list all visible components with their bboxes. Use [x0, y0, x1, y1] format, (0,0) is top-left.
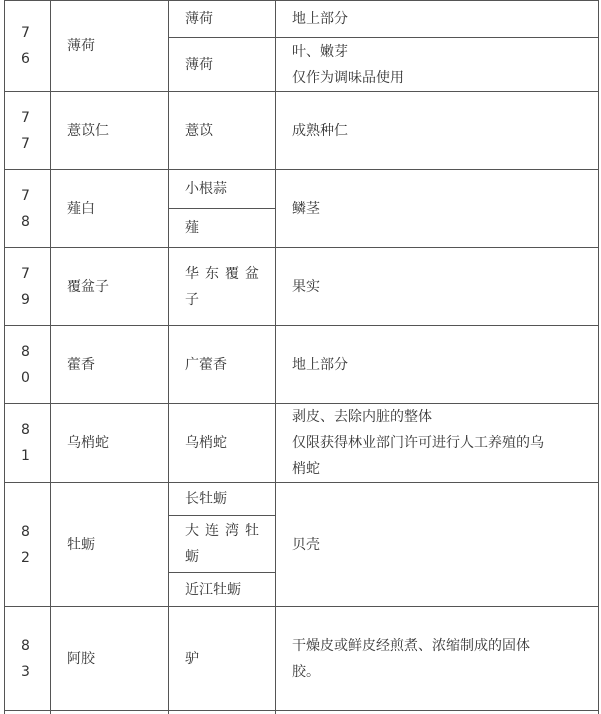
- row-number: 8 0: [5, 326, 51, 404]
- species-cell: 华东覆盆 子: [169, 248, 276, 326]
- species-cell: 薤: [169, 209, 276, 248]
- item-name: 藿香: [51, 326, 169, 404]
- table-row: [5, 92, 599, 170]
- food-medicine-table: [4, 0, 599, 714]
- table-row: [5, 170, 599, 209]
- part-cell: 剥皮、去除内脏的整体 仅限获得林业部门许可进行人工养殖的乌 梢蛇: [276, 404, 599, 483]
- part-cell: 地上部分: [276, 1, 599, 38]
- species-cell: 薄荷: [169, 1, 276, 38]
- row-number: 8 1: [5, 404, 51, 483]
- table-row: [5, 711, 599, 714]
- row-number: 8 2: [5, 483, 51, 607]
- species-cell: 长牡蛎: [169, 483, 276, 516]
- species-cell: 小根蒜: [169, 170, 276, 209]
- row-number: 7 8: [5, 170, 51, 248]
- row-number: 7 7: [5, 92, 51, 170]
- part-cell: 果实: [276, 248, 599, 326]
- species-cell: 乌梢蛇: [169, 404, 276, 483]
- item-name: 覆盆子: [51, 248, 169, 326]
- part-cell: 干燥皮或鲜皮经煎煮、浓缩制成的固体 胶。: [276, 607, 599, 711]
- species-cell: 大连湾牡 蛎: [169, 516, 276, 573]
- part-cell: 叶、嫩芽 仅作为调味品使用: [276, 38, 599, 92]
- table-row: [5, 1, 599, 38]
- item-name: 牡蛎: [51, 483, 169, 607]
- species-cell: 近江牡蛎: [169, 573, 276, 607]
- row-number: 7 9: [5, 248, 51, 326]
- table-row: [5, 404, 599, 483]
- table-row: [5, 248, 599, 326]
- table-row: [5, 326, 599, 404]
- table-row: [5, 607, 599, 711]
- row-number: 7 6: [5, 1, 51, 92]
- part-cell: 地上部分: [276, 326, 599, 404]
- item-name: 薏苡仁: [51, 92, 169, 170]
- item-name: 乌梢蛇: [51, 404, 169, 483]
- species-cell: 薄荷: [169, 38, 276, 92]
- species-cell: 广藿香: [169, 326, 276, 404]
- item-name: 薤白: [51, 170, 169, 248]
- species-cell: 薏苡: [169, 92, 276, 170]
- part-cell: 鳞茎: [276, 170, 599, 248]
- species-cell: 驴: [169, 607, 276, 711]
- row-number: 8 3: [5, 607, 51, 711]
- item-name: 阿胶: [51, 607, 169, 711]
- table-row: [5, 483, 599, 516]
- part-cell: 贝壳: [276, 483, 599, 607]
- item-name: 薄荷: [51, 1, 169, 92]
- part-cell: 成熟种仁: [276, 92, 599, 170]
